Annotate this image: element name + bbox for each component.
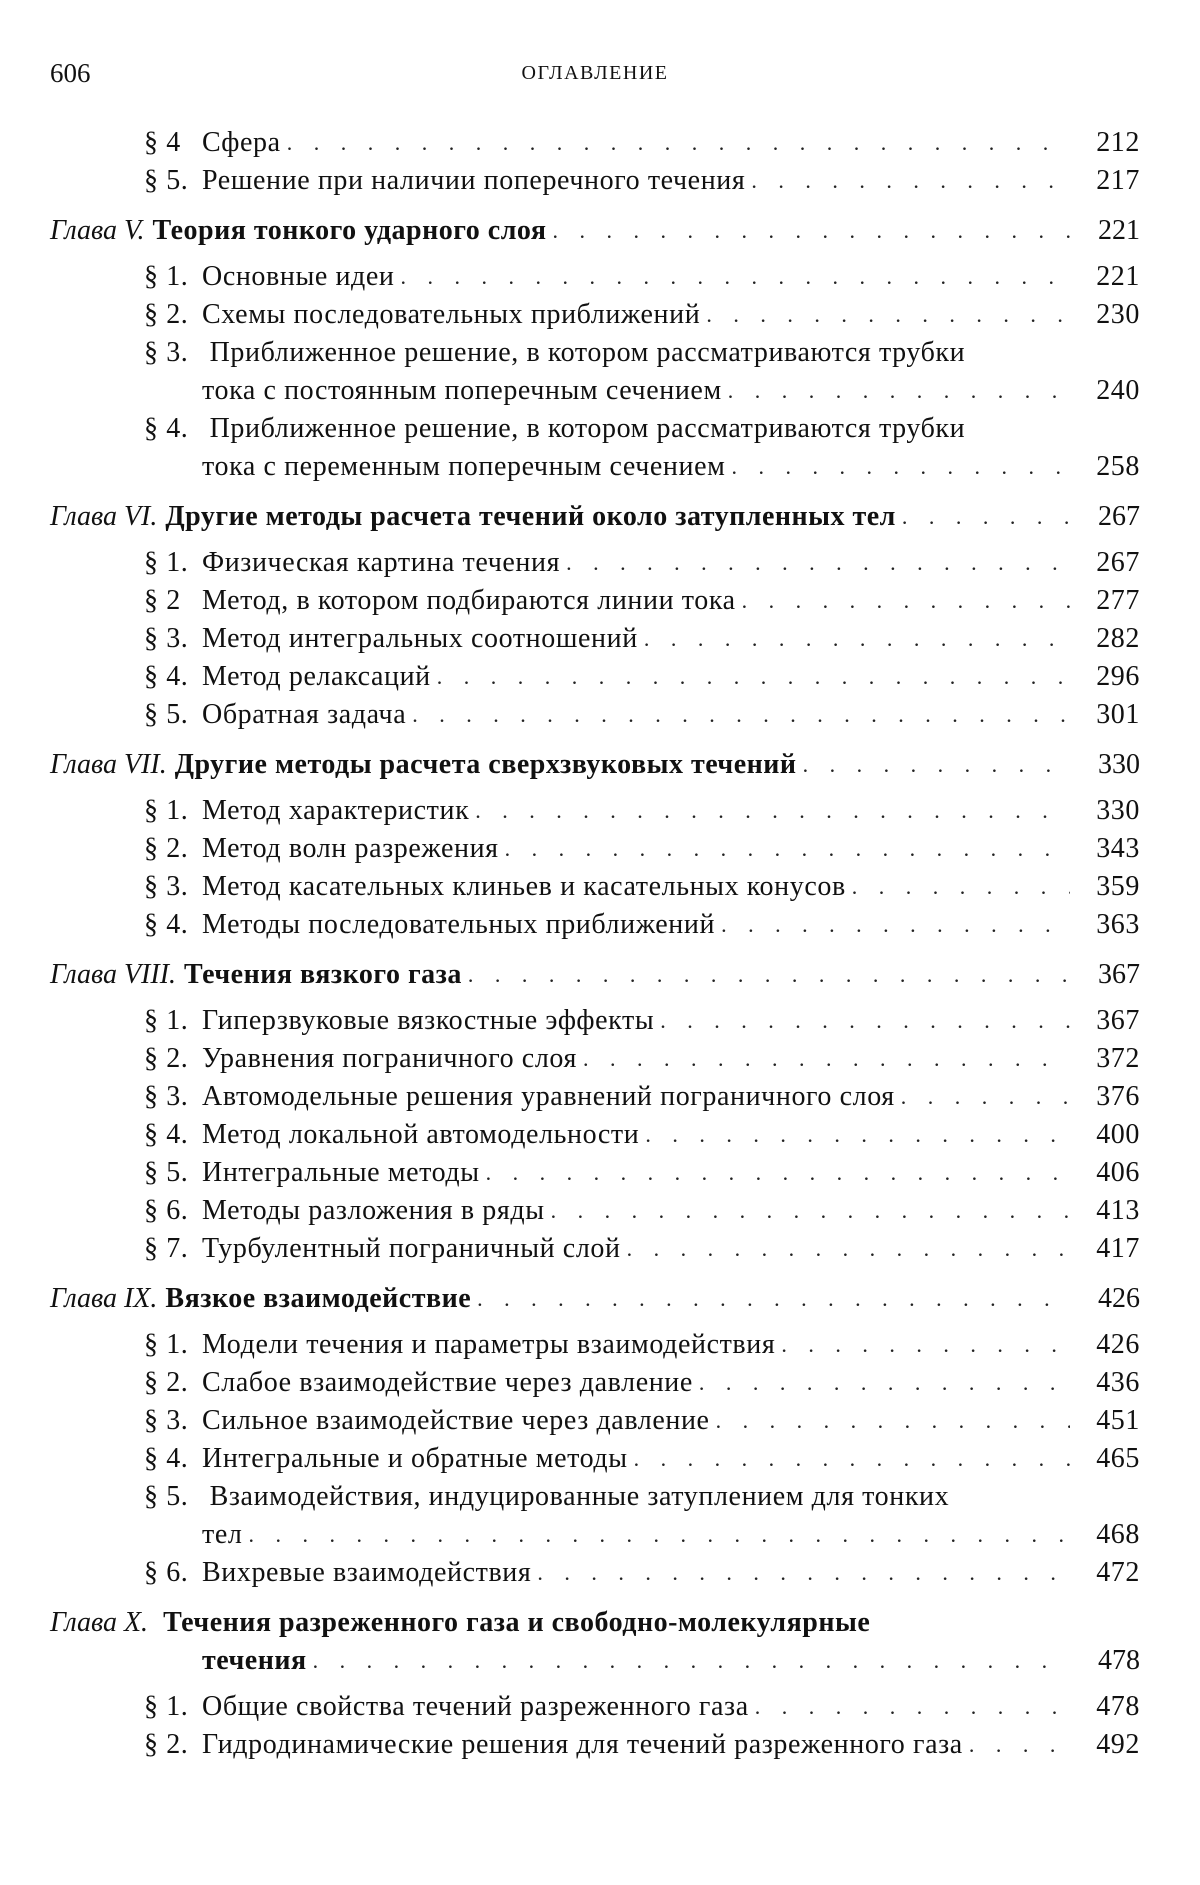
section-title: Общие свойства течений разреженного газа: [202, 1691, 749, 1722]
toc-entry[interactable]: [50, 620, 1140, 658]
section-title: Сильное взаимодействие через давление: [202, 1405, 710, 1436]
page-ref: 343: [1096, 833, 1140, 864]
leader-dots: [755, 1688, 1070, 1726]
section-title: Интегральные и обратные методы: [202, 1443, 628, 1474]
page-ref: 330: [1096, 795, 1140, 826]
chapter-label: Глава VII.: [50, 749, 167, 780]
section-title: Приближенное решение, в котором рассматриваются трубки: [209, 413, 966, 444]
page-ref: 212: [1096, 127, 1140, 158]
page-ref: 282: [1096, 623, 1140, 654]
leader-dots: [742, 582, 1070, 620]
section-title: Турбулентный пограничный слой: [202, 1233, 621, 1264]
table-of-contents: [50, 124, 1140, 1764]
toc-entry[interactable]: [50, 1402, 1140, 1440]
running-head: ОГЛАВЛЕНИЕ: [521, 62, 669, 84]
toc-entry-line[interactable]: [50, 410, 1140, 448]
toc-entry[interactable]: [50, 1726, 1140, 1764]
section-number: § 4.: [144, 1443, 189, 1474]
page-ref: 451: [1096, 1405, 1140, 1436]
leader-dots: [468, 956, 1070, 994]
leader-dots: [901, 1078, 1070, 1116]
leader-dots: [566, 544, 1070, 582]
chapter-title: Вязкое взаимодействие: [165, 1283, 472, 1314]
toc-entry-line[interactable]: [50, 1478, 1140, 1516]
section-number: § 5.: [144, 165, 189, 196]
toc-entry[interactable]: [50, 1002, 1140, 1040]
toc-entry[interactable]: [50, 1440, 1140, 1478]
toc-entry[interactable]: [50, 696, 1140, 734]
leader-dots: [803, 746, 1070, 784]
leader-dots: [313, 1642, 1070, 1680]
section-title: Метод релаксаций: [202, 661, 431, 692]
chapter-entry[interactable]: [50, 498, 1140, 536]
toc-entry[interactable]: [50, 830, 1140, 868]
toc-entry[interactable]: [50, 1326, 1140, 1364]
chapter-entry[interactable]: [50, 956, 1140, 994]
page-ref: 363: [1096, 909, 1140, 940]
section-number: § 2.: [144, 1729, 189, 1760]
leader-dots: [627, 1230, 1070, 1268]
section-number: § 4.: [144, 661, 189, 692]
leader-dots: [551, 1192, 1070, 1230]
section-title: Физическая картина течения: [202, 547, 561, 578]
leader-dots: [716, 1402, 1070, 1440]
section-number: § 4.: [144, 1119, 189, 1150]
chapter-label: Глава IX.: [50, 1283, 158, 1314]
leader-dots: [969, 1726, 1070, 1764]
page-ref: 468: [1096, 1519, 1140, 1550]
leader-dots: [902, 498, 1070, 536]
leader-dots: [248, 1516, 1070, 1554]
page-ref: 367: [1096, 1005, 1140, 1036]
page-ref: 221: [1096, 261, 1140, 292]
toc-entry[interactable]: [50, 1116, 1140, 1154]
section-number: § 5.: [144, 1157, 189, 1188]
chapter-label: Глава V.: [50, 215, 145, 246]
leader-dots: [437, 658, 1070, 696]
chapter-entry[interactable]: [50, 746, 1140, 784]
section-number: § 3.: [144, 871, 189, 902]
toc-entry[interactable]: [50, 1192, 1140, 1230]
toc-entry[interactable]: [50, 582, 1140, 620]
section-number: § 1.: [144, 1005, 189, 1036]
toc-entry[interactable]: [50, 1364, 1140, 1402]
page-ref: 426: [1096, 1329, 1140, 1360]
section-number: § 3.: [144, 1081, 189, 1112]
chapter-title: Другие методы расчета течений около затупленных тел: [165, 501, 896, 532]
section-number: § 2.: [144, 299, 189, 330]
leader-dots: [699, 1364, 1070, 1402]
section-number: § 7.: [144, 1233, 189, 1264]
page-ref: 367: [1098, 959, 1140, 990]
chapter-title: Теория тонкого ударного слоя: [152, 215, 547, 246]
page-ref: 330: [1098, 749, 1140, 780]
section-title: Методы разложения в ряды: [202, 1195, 545, 1226]
page-ref: 465: [1096, 1443, 1140, 1474]
toc-entry[interactable]: [50, 1688, 1140, 1726]
toc-entry[interactable]: [50, 1040, 1140, 1078]
section-title-continued: тока с постоянным поперечным сечением: [202, 375, 722, 406]
page-ref: 413: [1096, 1195, 1140, 1226]
leader-dots: [583, 1040, 1070, 1078]
section-title: Решение при наличии поперечного течения: [202, 165, 746, 196]
section-title: Методы последовательных приближений: [202, 909, 716, 940]
section-number: § 6.: [144, 1557, 189, 1588]
page-ref: 376: [1096, 1081, 1140, 1112]
leader-dots: [486, 1154, 1070, 1192]
page-ref: 359: [1096, 871, 1140, 902]
section-title: Гидродинамические решения для течений разреженного газа: [202, 1729, 963, 1760]
toc-entry[interactable]: [50, 162, 1140, 200]
section-title: Интегральные методы: [202, 1157, 480, 1188]
section-number: § 1.: [144, 261, 189, 292]
page-number: 606: [50, 58, 91, 88]
section-title: Уравнения пограничного слоя: [202, 1043, 577, 1074]
section-number: § 4.: [144, 413, 189, 444]
toc-entry[interactable]: [50, 1154, 1140, 1192]
page-ref: 267: [1096, 547, 1140, 578]
section-title: Метод, в котором подбираются линии тока: [202, 585, 736, 616]
chapter-entry[interactable]: [50, 212, 1140, 250]
page-ref: 221: [1098, 215, 1140, 246]
toc-entry-continuation[interactable]: [50, 1516, 1140, 1554]
leader-dots: [645, 1116, 1070, 1154]
leader-dots: [644, 620, 1070, 658]
toc-entry[interactable]: [50, 658, 1140, 696]
section-title: Вихревые взаимодействия: [202, 1557, 532, 1588]
page-ref: 267: [1098, 501, 1140, 532]
section-title: Основные идеи: [202, 261, 395, 292]
toc-entry[interactable]: [50, 124, 1140, 162]
section-title: Модели течения и параметры взаимодействия: [202, 1329, 776, 1360]
section-number: § 5.: [144, 699, 189, 730]
section-number: § 2.: [144, 1367, 189, 1398]
chapter-title: Течения разреженного газа и свободно-молекулярные: [163, 1607, 871, 1638]
leader-dots: [287, 124, 1070, 162]
chapter-entry-continuation[interactable]: [50, 1642, 1140, 1680]
section-title: Сфера: [202, 127, 281, 158]
leader-dots: [505, 830, 1070, 868]
section-number: § 1.: [144, 1691, 189, 1722]
leader-dots: [477, 1280, 1070, 1318]
section-title-continued: тока с переменным поперечным сечением: [202, 451, 726, 482]
chapter-entry-line[interactable]: [50, 1604, 1140, 1642]
section-title: Схемы последовательных приближений: [202, 299, 701, 330]
page-ref: 372: [1096, 1043, 1140, 1074]
page-ref: 436: [1096, 1367, 1140, 1398]
page-ref: 478: [1098, 1645, 1140, 1676]
toc-entry-line[interactable]: [50, 334, 1140, 372]
section-number: § 4: [144, 127, 181, 158]
leader-dots: [634, 1440, 1070, 1478]
page-ref: 472: [1096, 1557, 1140, 1588]
section-title: Взаимодействия, индуцированные затуплением для тонких: [209, 1481, 950, 1512]
section-title-continued: тел: [202, 1519, 243, 1550]
toc-entry[interactable]: [50, 544, 1140, 582]
leader-dots: [660, 1002, 1070, 1040]
page-ref: 258: [1096, 451, 1140, 482]
toc-entry[interactable]: [50, 1230, 1140, 1268]
leader-dots: [537, 1554, 1070, 1592]
toc-entry[interactable]: [50, 906, 1140, 944]
toc-entry[interactable]: [50, 1078, 1140, 1116]
section-title: Метод характеристик: [202, 795, 470, 826]
toc-entry[interactable]: [50, 868, 1140, 906]
leader-dots: [412, 696, 1070, 734]
section-number: § 6.: [144, 1195, 189, 1226]
page-ref: 406: [1096, 1157, 1140, 1188]
section-number: § 2.: [144, 1043, 189, 1074]
page-ref: 277: [1096, 585, 1140, 616]
toc-entry[interactable]: [50, 792, 1140, 830]
page-ref: 301: [1096, 699, 1140, 730]
section-title: Метод интегральных соотношений: [202, 623, 638, 654]
chapter-label: Глава VI.: [50, 501, 158, 532]
chapter-title: Течения вязкого газа: [184, 959, 462, 990]
leader-dots: [751, 162, 1070, 200]
leader-dots: [475, 792, 1070, 830]
section-number: § 1.: [144, 547, 189, 578]
section-number: § 2: [144, 585, 181, 616]
chapter-title-continued: течения: [202, 1645, 307, 1676]
page-ref: 240: [1096, 375, 1140, 406]
page-ref: 426: [1098, 1283, 1140, 1314]
page-ref: 217: [1096, 165, 1140, 196]
section-number: § 1.: [144, 795, 189, 826]
section-title: Гиперзвуковые вязкостные эффекты: [202, 1005, 655, 1036]
chapter-entry[interactable]: [50, 1280, 1140, 1318]
page-ref: 478: [1096, 1691, 1140, 1722]
toc-entry[interactable]: [50, 258, 1140, 296]
chapter-label: Глава VIII.: [50, 959, 177, 990]
section-number: § 3.: [144, 1405, 189, 1436]
section-title: Приближенное решение, в котором рассматриваются трубки: [209, 337, 966, 368]
leader-dots: [721, 906, 1070, 944]
section-number: § 3.: [144, 337, 189, 368]
section-number: § 3.: [144, 623, 189, 654]
toc-entry[interactable]: [50, 1554, 1140, 1592]
leader-dots: [401, 258, 1070, 296]
section-title: Автомодельные решения уравнений пограничного слоя: [202, 1081, 895, 1112]
page-ref: 400: [1096, 1119, 1140, 1150]
section-title: Слабое взаимодействие через давление: [202, 1367, 693, 1398]
section-number: § 1.: [144, 1329, 189, 1360]
page-header: [50, 58, 1140, 94]
section-number: § 2.: [144, 833, 189, 864]
section-title: Метод касательных клиньев и касательных конусов: [202, 871, 846, 902]
leader-dots: [553, 212, 1070, 250]
section-title: Метод локальной автомодельности: [202, 1119, 640, 1150]
leader-dots: [728, 372, 1070, 410]
leader-dots: [852, 868, 1070, 906]
page-ref: 296: [1096, 661, 1140, 692]
page-ref: 230: [1096, 299, 1140, 330]
leader-dots: [781, 1326, 1070, 1364]
leader-dots: [706, 296, 1070, 334]
section-number: § 4.: [144, 909, 189, 940]
chapter-title: Другие методы расчета сверхзвуковых течений: [174, 749, 797, 780]
toc-entry-continuation[interactable]: [50, 448, 1140, 486]
section-title: Обратная задача: [202, 699, 407, 730]
section-number: § 5.: [144, 1481, 189, 1512]
chapter-label: Глава X.: [50, 1607, 149, 1638]
toc-entry-continuation[interactable]: [50, 372, 1140, 410]
toc-entry[interactable]: [50, 296, 1140, 334]
page-ref: 417: [1096, 1233, 1140, 1264]
section-title: Метод волн разрежения: [202, 833, 499, 864]
page-ref: 492: [1096, 1729, 1140, 1760]
leader-dots: [731, 448, 1070, 486]
